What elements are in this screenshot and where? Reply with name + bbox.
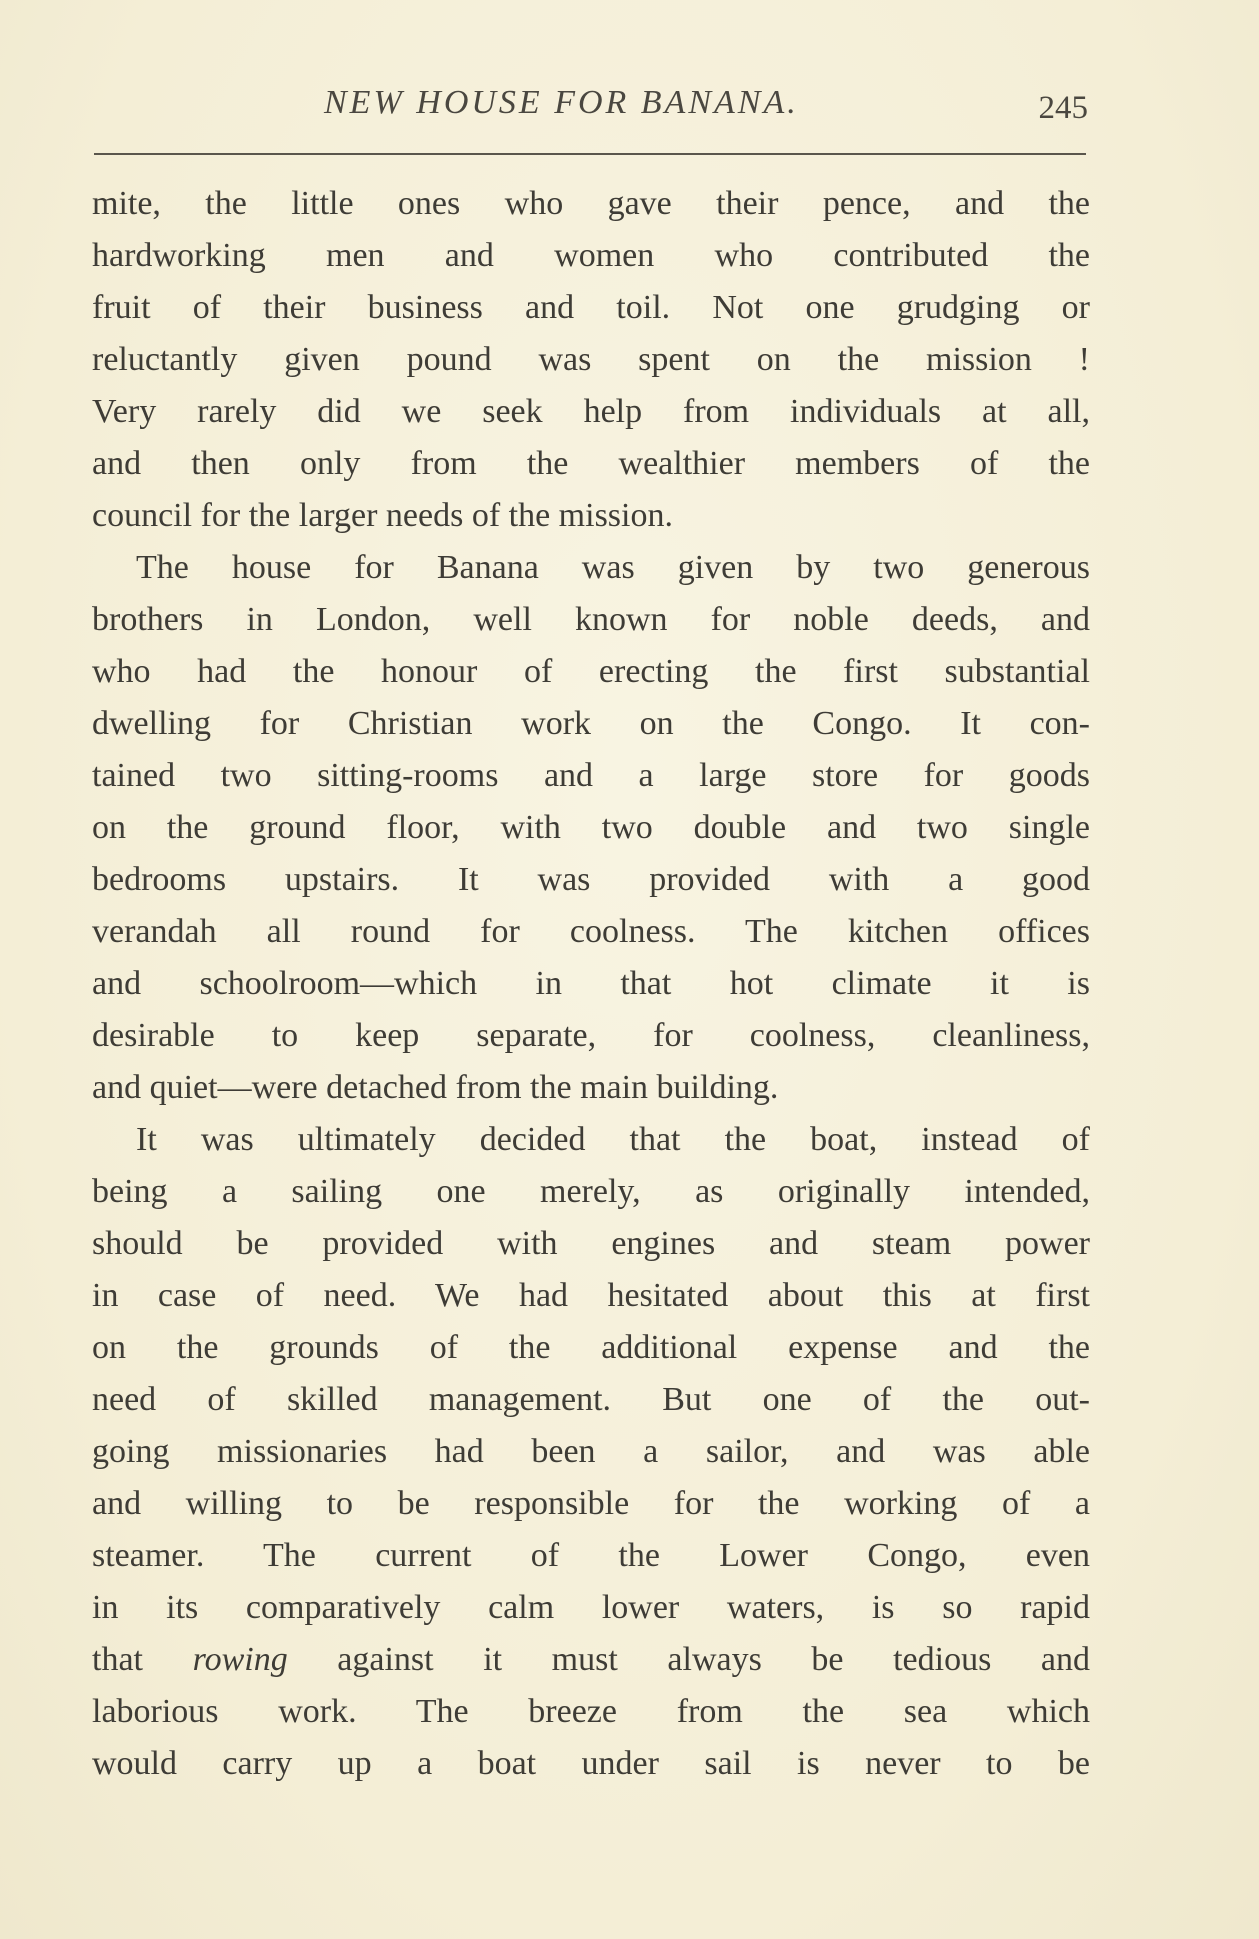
header-rule — [94, 153, 1086, 155]
text-line: verandah all round for coolness. The kitchen offices — [92, 913, 1090, 950]
italic-word: rowing — [192, 1641, 288, 1678]
text-line: in its comparatively calm lower waters, is so rapid — [92, 1589, 1090, 1626]
text-line: mite, the little ones who gave their pence, and the — [92, 185, 1090, 222]
text-line: on the grounds of the additional expense and the — [92, 1329, 1090, 1366]
page-number: 245 — [1038, 90, 1088, 126]
text-line: laborious work. The breeze from the sea which — [92, 1693, 1090, 1730]
running-head: NEW HOUSE FOR BANANA. — [324, 84, 799, 121]
body-text — [92, 178, 1090, 1790]
text-line: going missionaries had been a sailor, and was able — [92, 1433, 1090, 1470]
text-line: and willing to be responsible for the working of a — [92, 1485, 1090, 1522]
text-line: fruit of their business and toil. Not one grudging or — [92, 289, 1090, 326]
text-line-with-italic — [92, 1634, 1090, 1686]
text-line: would carry up a boat under sail is never to be — [92, 1745, 1090, 1782]
text-line: who had the honour of erecting the first substantial — [92, 653, 1090, 690]
text-line: reluctantly given pound was spent on the mission ! — [92, 341, 1090, 378]
text-line: and quiet—were detached from the main building. — [92, 1069, 779, 1106]
text-line: hardworking men and women who contributed the — [92, 237, 1090, 274]
text-line: bedrooms upstairs. It was provided with a good — [92, 861, 1090, 898]
text-line: in case of need. We had hesitated about this at first — [92, 1277, 1090, 1314]
text-line: tained two sitting-rooms and a large store for goods — [92, 757, 1090, 794]
text-line: on the ground floor, with two double and two single — [92, 809, 1090, 846]
text-line: brothers in London, well known for noble deeds, and — [92, 601, 1090, 638]
text-line: Very rarely did we seek help from individuals at all, — [92, 393, 1090, 430]
text-line: being a sailing one merely, as originally intended, — [92, 1173, 1090, 1210]
text-line: and then only from the wealthier members of the — [92, 445, 1090, 482]
text-line: It was ultimately decided that the boat, instead of — [136, 1121, 1090, 1158]
text-line: and schoolroom—which in that hot climate it is — [92, 965, 1090, 1002]
text-line: steamer. The current of the Lower Congo, even — [92, 1537, 1090, 1574]
text-line: should be provided with engines and steam power — [92, 1225, 1090, 1262]
text-fragment: against it must always be tedious and — [287, 1641, 1090, 1678]
text-fragment: that — [92, 1641, 193, 1678]
text-line: The house for Banana was given by two generous — [136, 549, 1090, 586]
page-header — [92, 78, 1088, 138]
text-line: council for the larger needs of the mission. — [92, 497, 673, 534]
text-line: need of skilled management. But one of the out- — [92, 1381, 1090, 1418]
text-line: desirable to keep separate, for coolness, cleanliness, — [92, 1017, 1090, 1054]
text-line: dwelling for Christian work on the Congo. It con- — [92, 705, 1090, 742]
